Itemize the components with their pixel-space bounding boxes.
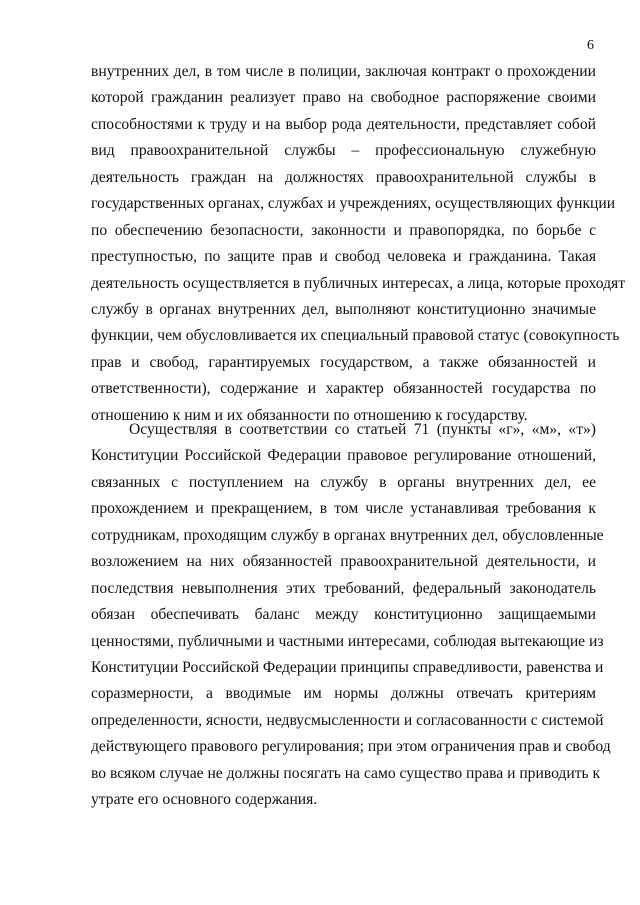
text-line: функции, чем обусловливается их специальный правовой статус (совокупность [91, 327, 620, 345]
text-line: сотрудникам, проходящим службу в органах внутренних дел, обусловленные [91, 526, 604, 544]
text-line: обязан обеспечивать баланс между конституционно защищаемыми [91, 606, 596, 624]
text-line: государственных органах, службах и учреждениях, осуществляющих функции [91, 195, 616, 213]
text-line: связанных с поступлением на службу в органы внутренних дел, ее [91, 473, 596, 491]
text-line: утрате его основного содержания. [91, 791, 318, 809]
text-line: ответственности), содержание и характер обязанностей государства по [91, 380, 596, 398]
text-line: ценностями, публичными и частными интересами, соблюдая вытекающие из [91, 632, 604, 650]
text-line: преступностью, по защите прав и свобод человека и гражданина. Такая [91, 248, 596, 266]
text-line: вид правоохранительной службы – профессиональную служебную [91, 142, 596, 160]
text-line: которой гражданин реализует право на свободное распоряжение своими [91, 89, 596, 107]
text-line: способностями к труду и на выбор рода деятельности, представляет собой [91, 115, 596, 133]
text-line: деятельность осуществляется в публичных интересах, а лица, которые проходят [91, 274, 626, 292]
text-line: внутренних дел, в том числе в полиции, заключая контракт о прохождении [91, 63, 596, 80]
text-line: прав и свобод, гарантируемых государством, а также обязанностей и [91, 353, 596, 371]
text-line: действующего правового регулирования; при этом ограничения прав и свобод [91, 738, 611, 756]
body-paragraph-1 [91, 59, 626, 429]
text-line: прохождением и прекращением, в том числе устанавливая требования к [91, 500, 596, 518]
text-line: службу в органах внутренних дел, выполняют конституционно значимые [91, 300, 596, 318]
body-paragraph-2 [91, 417, 611, 814]
text-line: последствия невыполнения этих требований, федеральный законодатель [91, 579, 596, 597]
text-line: Конституции Российской Федерации правовое регулирование отношений, [91, 447, 596, 465]
text-line: соразмерности, а вводимые им нормы должны отвечать критериям [91, 685, 596, 703]
text-line: по обеспечению безопасности, законности и правопорядка, по борьбе с [91, 221, 596, 239]
text-line: деятельность граждан на должностях правоохранительной службы в [91, 168, 596, 186]
page-number: 6 [587, 38, 594, 53]
text-line: отношению к ним и их обязанности по отношению к государству. [91, 406, 528, 424]
text-line: возложением на них обязанностей правоохранительной деятельности, и [91, 553, 596, 571]
text-line: во всяком случае не должны посягать на само существо права и приводить к [91, 764, 601, 782]
text-line: Конституции Российской Федерации принципы справедливости, равенства и [91, 658, 604, 676]
text-line: определенности, ясности, недвусмысленности и согласованности с системой [91, 711, 604, 729]
text-line: Осуществляя в соответствии со статьей 71 (пункты «г», «м», «т») [129, 421, 596, 438]
